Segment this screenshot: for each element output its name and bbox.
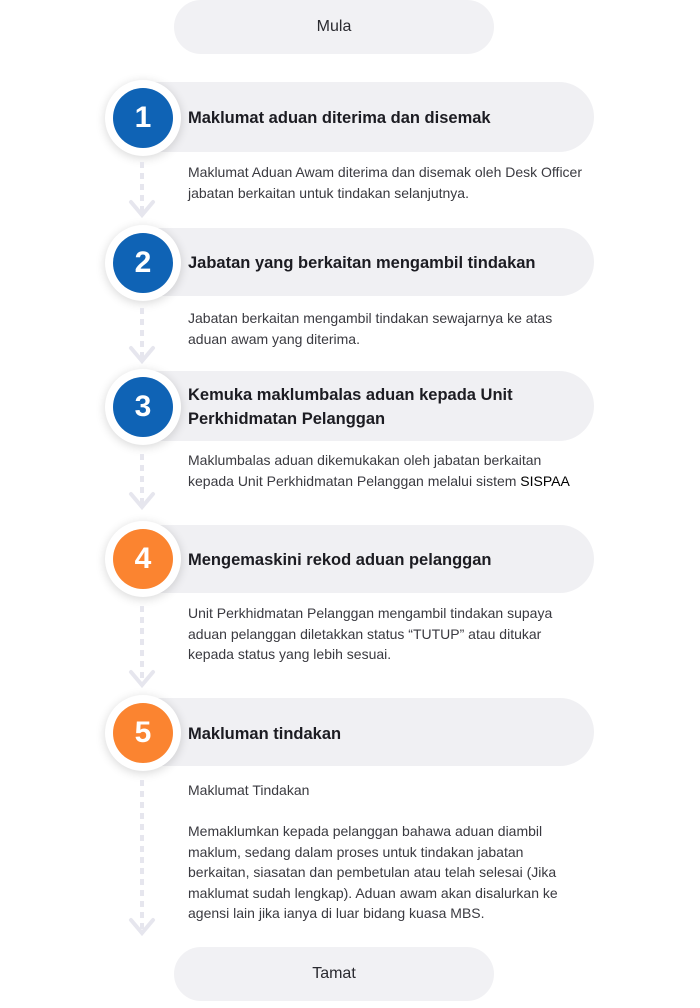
sispaa-system-name: SISPAA bbox=[520, 472, 570, 489]
step-1-description: Maklumat Aduan Awam diterima dan disemak oleh Desk Officer jabatan berkaitan untuk tindakan selanjutnya. bbox=[188, 164, 583, 201]
step-4-badge bbox=[105, 521, 181, 597]
start-label: Mula bbox=[316, 18, 352, 35]
start-terminal bbox=[174, 0, 494, 54]
step-5-description-heading: Maklumat Tindakan bbox=[188, 782, 310, 798]
step-1-badge bbox=[105, 80, 181, 156]
step-3-title: Kemuka maklumbalas aduan kepada Unit Perkhidmatan Pelanggan bbox=[188, 386, 513, 428]
step-3-description bbox=[188, 450, 588, 491]
end-label: Tamat bbox=[312, 965, 356, 982]
step-2-badge bbox=[105, 225, 181, 301]
step-5-title: Makluman tindakan bbox=[188, 725, 342, 743]
step-1-title: Maklumat aduan diterima dan disemak bbox=[188, 109, 491, 127]
step-2-number: 2 bbox=[113, 233, 173, 293]
step-1-number: 1 bbox=[113, 88, 173, 148]
connector-arrow bbox=[128, 604, 156, 688]
step-3-badge bbox=[105, 369, 181, 445]
step-4-description: Unit Perkhidmatan Pelanggan mengambil tindakan supaya aduan pelanggan diletakkan status “TUTUP” atau ditukar kepada status yang lebih sesuai. bbox=[188, 605, 553, 662]
step-5-number: 5 bbox=[113, 703, 173, 763]
connector-arrow bbox=[128, 160, 156, 218]
step-3-number: 3 bbox=[113, 377, 173, 437]
end-terminal bbox=[174, 947, 494, 1001]
step-4-title: Mengemaskini rekod aduan pelanggan bbox=[188, 551, 492, 569]
step-4-number: 4 bbox=[113, 529, 173, 589]
connector-arrow bbox=[128, 306, 156, 364]
step-5-description: Memaklumkan kepada pelanggan bahawa aduan diambil maklum, sedang dalam proses untuk tindakan jabatan berkaitan, siasatan dan pembetulan atau telah selesai (Jika maklumat sudah lengkap). Aduan awam akan disalurkan ke agensi lain jika ianya di luar bidang kuasa MBS. bbox=[188, 823, 558, 921]
step-3-description-text: Maklumbalas aduan dikemukakan oleh jabatan berkaitan kepada Unit Perkhidmatan Pelanggan melalui sistem bbox=[188, 452, 542, 489]
step-2-description: Jabatan berkaitan mengambil tindakan sewajarnya ke atas aduan awam yang diterima. bbox=[188, 310, 553, 347]
step-2-title: Jabatan yang berkaitan mengambil tindakan bbox=[188, 254, 536, 272]
connector-arrow bbox=[128, 778, 156, 936]
step-5-badge bbox=[105, 695, 181, 771]
connector-arrow bbox=[128, 452, 156, 510]
